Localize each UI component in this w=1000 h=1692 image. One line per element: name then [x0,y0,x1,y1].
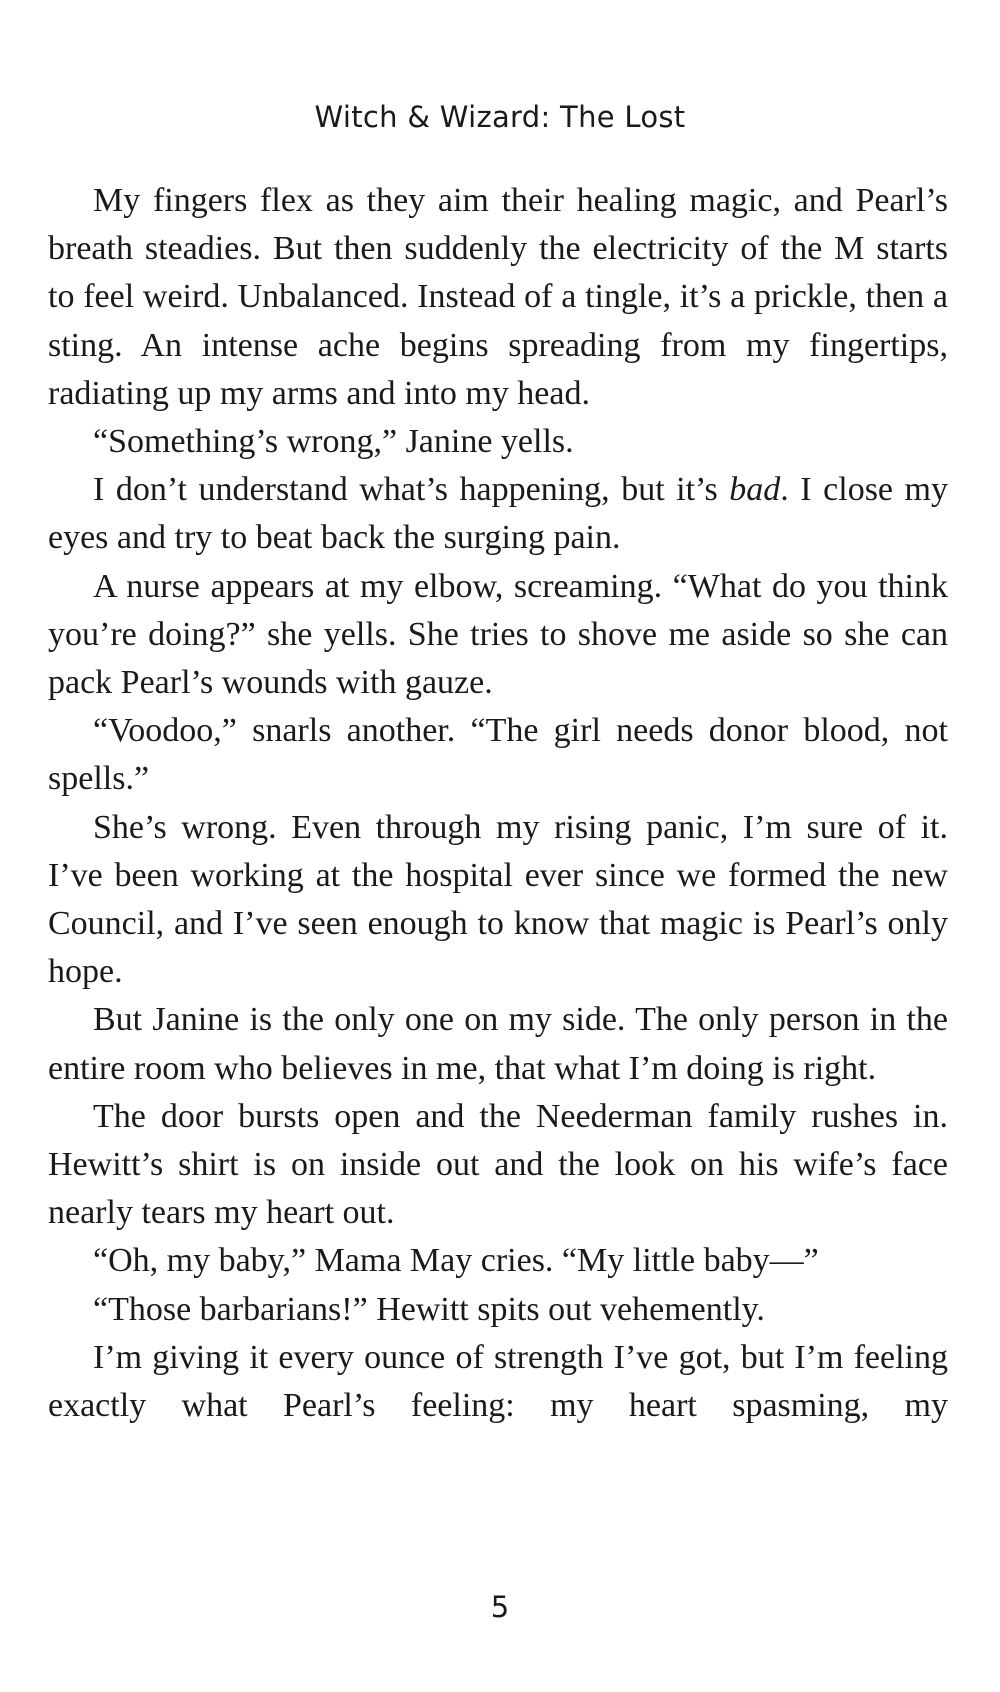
body-text [48,177,948,1430]
paragraph: A nurse appears at my elbow, screaming. “What do you think you’re doing?” she yells. She tries to shove me aside so she can pack Pearl’s wounds with gauze. [48,567,948,702]
paragraph: The door bursts open and the Neederman family rushes in. Hewitt’s shirt is on inside out and the look on his wife’s face nearly tears my heart out. [48,1097,948,1232]
paragraph-text: I don’t understand what’s happening, but it’s [93,471,730,509]
paragraph: “Oh, my baby,” Mama May cries. “My little baby—” [93,1242,819,1280]
paragraph: She’s wrong. Even through my rising panic, I’m sure of it. I’ve been working at the hospital ever since we formed the new Council, and I’ve seen enough to know that magic is Pearl’s only hope. [48,808,948,991]
paragraph-text: . I close my eyes and try to beat back the surging pain. [48,471,948,557]
paragraph: “Something’s wrong,” Janine yells. [93,423,574,461]
paragraph: My fingers flex as they aim their healing magic, and Pearl’s breath steadies. But then suddenly the electricity of the M starts to feel weird. Unbalanced. Instead of a tingle, it’s a prickle, then a sting. An intense ache begins spreading from my fingertips, radiating up my arms and into my head. [48,182,948,412]
paragraph: I’m giving it every ounce of strength I’ve got, but I’m feeling exactly what Pearl’s feeling: my heart spasming, my [48,1338,948,1425]
page-number: 5 [490,1590,510,1624]
running-head: Witch & Wizard: The Lost [314,100,686,134]
paragraph: “Voodoo,” snarls another. “The girl needs donor blood, not spells.” [48,712,948,798]
paragraph [48,466,948,562]
paragraph: “Those barbarians!” Hewitt spits out vehemently. [93,1290,765,1328]
emphasis-text: bad [729,471,781,509]
paragraph: But Janine is the only one on my side. The only person in the entire room who believes in me, that what I’m doing is right. [48,1001,948,1087]
